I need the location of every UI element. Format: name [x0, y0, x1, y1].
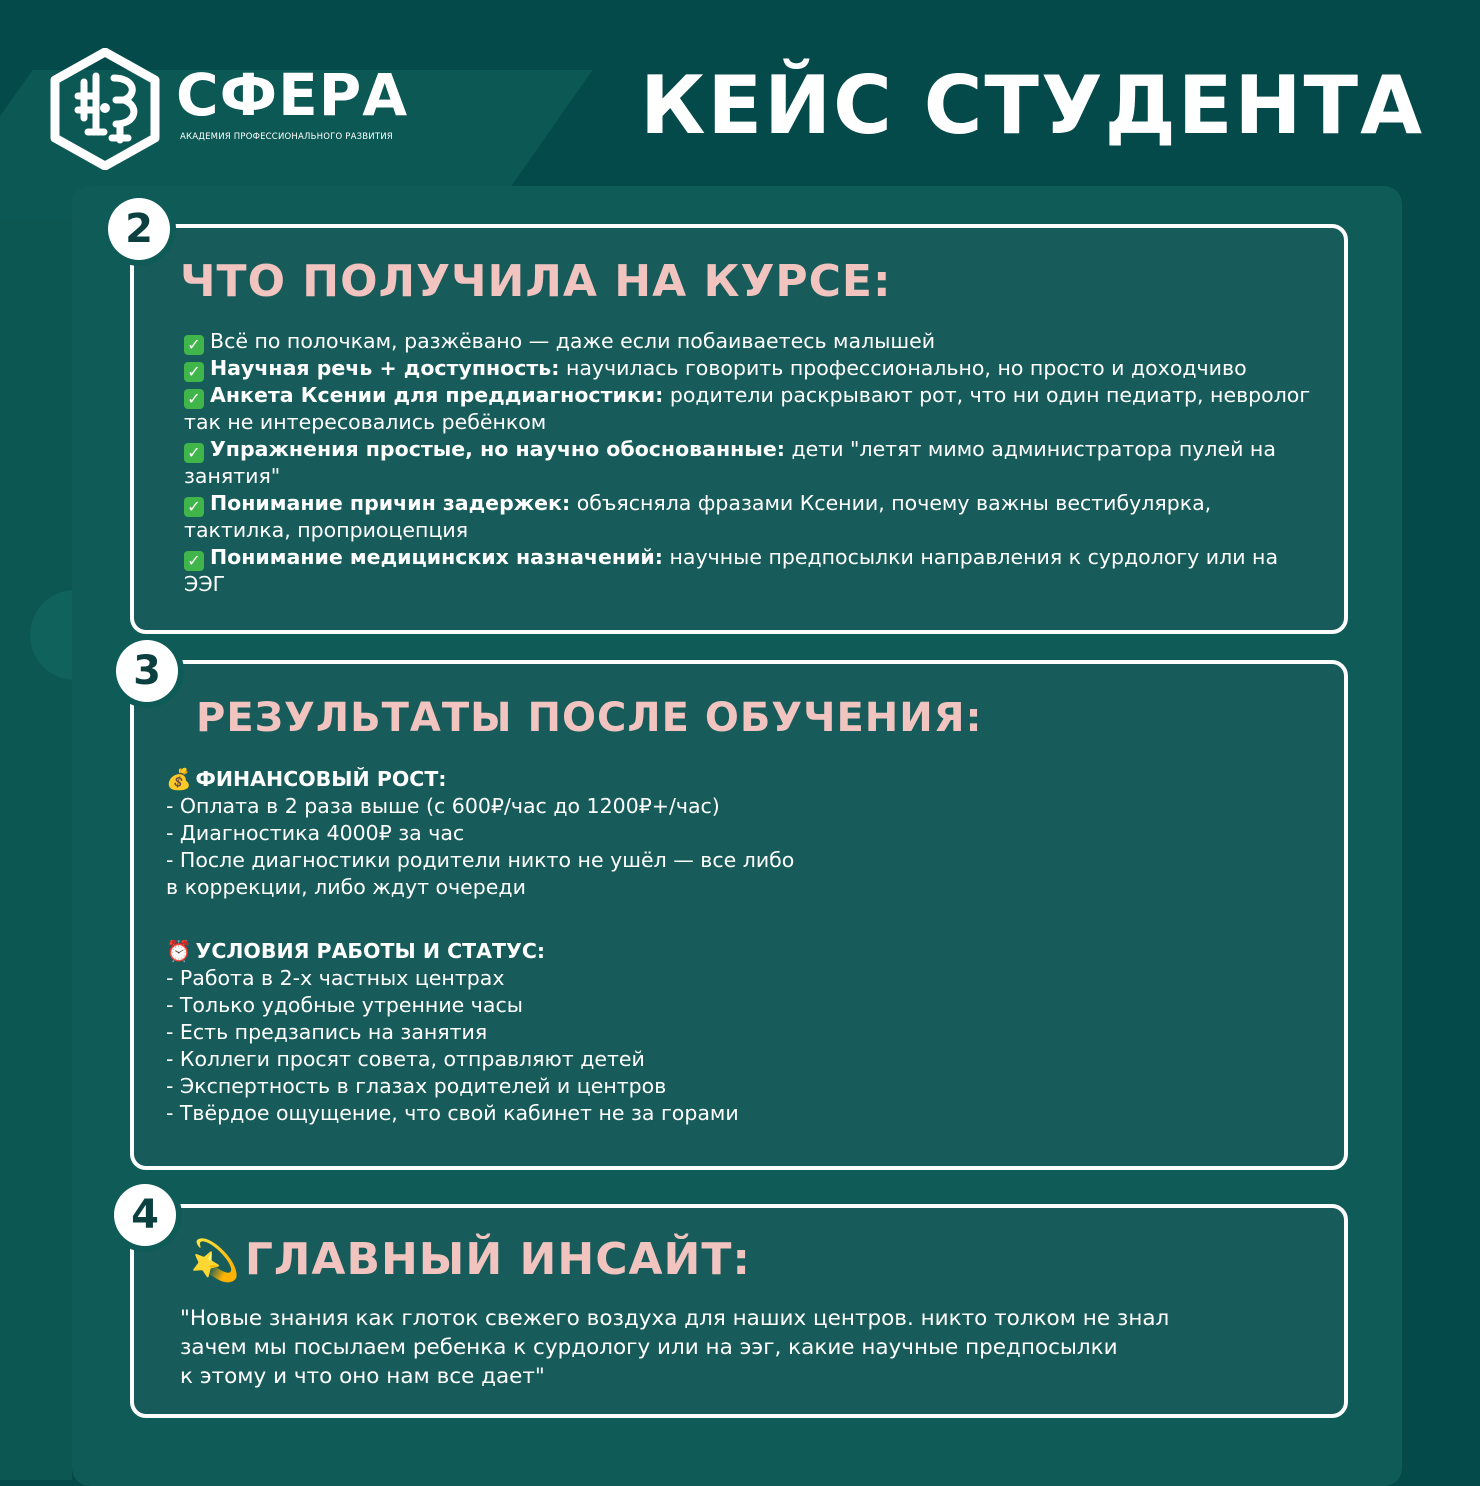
background-shape [0, 220, 72, 1480]
benefits-list [184, 328, 1324, 598]
list-item: - Экспертность в глазах родителей и центров [166, 1074, 667, 1098]
alarm-clock-icon: ⏰ [166, 939, 192, 963]
check-icon: ✓ [184, 389, 204, 409]
brand-subtitle: АКАДЕМИЯ ПРОФЕССИОНАЛЬНОГО РАЗВИТИЯ [180, 132, 393, 142]
status-heading: ⏰ УСЛОВИЯ РАБОТЫ И СТАТУС: [166, 939, 546, 963]
list-item: ✓ Анкета Ксении для преддиагностики: родители раскрывают рот, что ни один педиатр, невролог так не интересовались ребёнком [184, 383, 1311, 434]
list-item: ✓ Понимание причин задержек: объясняла фразами Ксении, почему важны вестибулярка, тактилка, проприоцепция [184, 491, 1212, 542]
list-item: ✓ Понимание медицинских назначений: научные предпосылки направления к сурдологу или на ЭЭГ [184, 545, 1279, 596]
list-item: в коррекции, либо ждут очереди [166, 875, 526, 899]
quote-line: зачем мы посылаем ребенка к сурдологу или на ээг, какие научные предпосылки [180, 1335, 1118, 1360]
section-title: 💫ГЛАВНЫЙ ИНСАЙТ: [190, 1234, 751, 1285]
list-item: - Есть предзапись на занятия [166, 1020, 488, 1044]
section-number-badge: 2 [108, 198, 170, 260]
page-title: КЕЙС СТУДЕНТА [640, 59, 1424, 152]
brand-name: СФЕРА [176, 61, 409, 129]
list-item: - Только удобные утренние часы [166, 993, 523, 1017]
brain-hexagon-logo-icon [44, 48, 166, 170]
list-item: ✓ Упражнения простые, но научно обоснованные: дети "летят мимо администратора пулей на занятия" [184, 437, 1276, 488]
list-item: - Работа в 2-х частных центрах [166, 966, 505, 990]
list-item: - Оплата в 2 раза выше (с 600₽/час до 1200₽+/час) [166, 794, 720, 818]
list-item: - Коллеги просят совета, отправляют детей [166, 1047, 645, 1071]
list-item: - После диагностики родители никто не ушёл — все либо [166, 848, 795, 872]
logo [44, 48, 424, 173]
money-bag-icon: 💰 [166, 767, 192, 791]
list-item: ✓ Научная речь + доступность: научилась говорить профессионально, но просто и доходчиво [184, 355, 1324, 382]
section-title: РЕЗУЛЬТАТЫ ПОСЛЕ ОБУЧЕНИЯ: [196, 695, 983, 741]
finance-heading: 💰 ФИНАНСОВЫЙ РОСТ: [166, 767, 447, 791]
quote-line: к этому и что оно нам все дает" [180, 1364, 545, 1389]
quote-line: "Новые знания как глоток свежего воздуха для наших центров. никто толком не знал [180, 1306, 1170, 1331]
section-title: ЧТО ПОЛУЧИЛА НА КУРСЕ: [180, 256, 892, 307]
list-item: - Твёрдое ощущение, что свой кабинет не за горами [166, 1101, 739, 1125]
check-icon: ✓ [184, 362, 204, 382]
header [0, 0, 1480, 190]
results-finance [166, 766, 866, 901]
list-item: ✓ Всё по полочкам, разжёвано — даже если побаиваетесь малышей [184, 328, 1324, 355]
check-icon: ✓ [184, 497, 204, 517]
list-item: - Диагностика 4000₽ за час [166, 821, 465, 845]
insight-quote [180, 1304, 1320, 1391]
check-icon: ✓ [184, 443, 204, 463]
results-status [166, 938, 866, 1127]
check-icon: ✓ [184, 335, 204, 355]
check-icon: ✓ [184, 551, 204, 571]
dizzy-star-icon: 💫 [190, 1238, 241, 1284]
section-number-badge: 3 [116, 640, 178, 702]
section-number-badge: 4 [114, 1184, 176, 1246]
